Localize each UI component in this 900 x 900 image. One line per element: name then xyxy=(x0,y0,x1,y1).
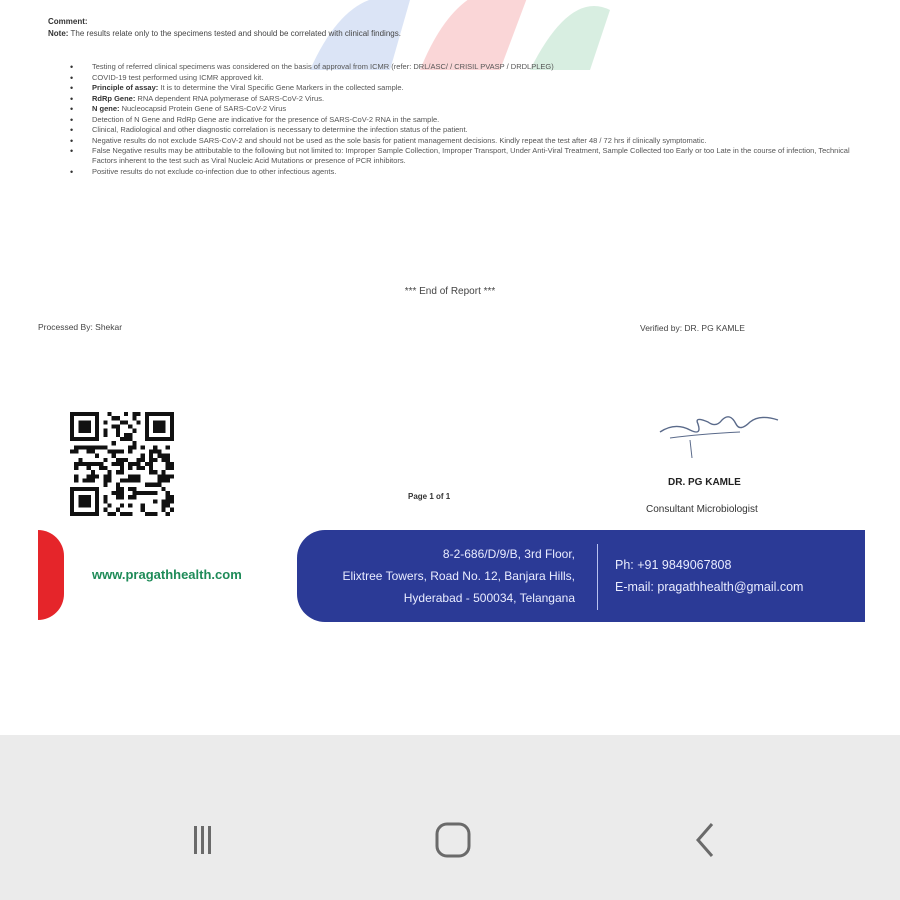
note-bullet-text: Positive results do not exclude co-infection due to other infectious agents. xyxy=(92,166,337,176)
qr-code-icon xyxy=(70,412,174,516)
note-bullet-heading: Principle of assay: xyxy=(92,83,159,92)
processed-by: Processed By: Shekar xyxy=(38,322,123,332)
comment-label: Comment: xyxy=(48,17,88,26)
home-icon xyxy=(433,820,473,860)
note-bullet xyxy=(70,104,870,114)
footer-red-tab xyxy=(38,530,64,620)
recent-apps-icon xyxy=(182,820,222,860)
note-bullet xyxy=(70,115,870,125)
footer-contact xyxy=(615,554,803,598)
note-bullet xyxy=(70,62,870,72)
signature-image xyxy=(650,402,790,462)
footer-address-line: Hyderabad - 500034, Telangana xyxy=(403,591,575,605)
note-bullet xyxy=(70,73,870,83)
footer-address xyxy=(342,543,575,609)
note-bullet xyxy=(70,167,870,177)
signer-title: Consultant Microbiologist xyxy=(646,504,758,515)
notes-list xyxy=(70,62,870,177)
note-line xyxy=(48,29,401,38)
footer-email: E-mail: pragathhealth@gmail.com xyxy=(615,580,804,594)
footer-address-line: Elixtree Towers, Road No. 12, Banjara Hills, xyxy=(342,569,575,583)
note-bullet-text: RNA dependent RNA polymerase of SARS-CoV-2 Virus. xyxy=(135,93,325,103)
note-bullet xyxy=(70,94,870,104)
note-label: Note: xyxy=(48,29,69,38)
note-bullet xyxy=(70,146,870,166)
page-number: Page 1 of 1 xyxy=(408,492,451,501)
back-icon xyxy=(686,820,726,860)
verified-by: Verified by: DR. PG KAMLE xyxy=(640,323,745,333)
note-bullet-text: Testing of referred clinical specimens was considered on the basis of approval from ICMR (refer: DRL/ASC/ / CRISIL PVASP / DRDLPLEG) xyxy=(92,62,554,71)
note-bullet-heading: N gene: xyxy=(92,104,120,113)
footer-contact-box xyxy=(297,530,865,622)
note-text: The results relate only to the specimens tested and should be correlated with clinical findings. xyxy=(70,29,401,38)
note-bullet-text: Negative results do not exclude SARS-CoV-2 and should not be used as the sole basis for patient management decisions. Kindly repeat the test after 48 / 72 hrs if clinically symptomatic. xyxy=(92,135,707,145)
note-bullet xyxy=(70,136,870,146)
footer-divider xyxy=(597,544,598,610)
signer-name: DR. PG KAMLE xyxy=(668,477,741,488)
footer-address-line: 8-2-686/D/9/B, 3rd Floor, xyxy=(442,547,575,561)
note-bullet xyxy=(70,125,870,135)
website-link[interactable]: www.pragathhealth.com xyxy=(92,567,242,582)
note-bullet-text: False Negative results may be attributable to the following but not limited to: Improper Sample Collection, Improper Transport, Under Anti-Viral Treatment, Sample Collected too Early or too Late in the course of infection, Technical Factors inherent to the test such as Viral Nucleic Acid Mutations or presence of PCR inhibitors. xyxy=(92,146,850,165)
note-bullet-text: Clinical, Radiological and other diagnostic correlation is necessary to determine the infection status of the patient. xyxy=(92,125,468,134)
note-bullet-text: Nucleocapsid Protein Gene of SARS-CoV-2 Virus xyxy=(119,104,287,113)
note-bullet-text: It is to determine the Viral Specific Gene Markers in the collected sample. xyxy=(158,83,404,92)
footer-phone: Ph: +91 9849067808 xyxy=(615,558,732,572)
note-bullet-heading: RdRp Gene: xyxy=(92,93,136,103)
end-of-report: *** End of Report *** xyxy=(404,286,496,297)
home-button[interactable] xyxy=(423,810,483,870)
note-bullet xyxy=(70,83,870,93)
note-bullet-text: COVID-19 test performed using ICMR approved kit. xyxy=(92,72,264,82)
note-bullet-text: Detection of N Gene and RdRp Gene are indicative for the presence of SARS-CoV-2 RNA in the sample. xyxy=(92,114,440,124)
recent-apps-button[interactable] xyxy=(172,810,232,870)
back-button[interactable] xyxy=(676,810,736,870)
